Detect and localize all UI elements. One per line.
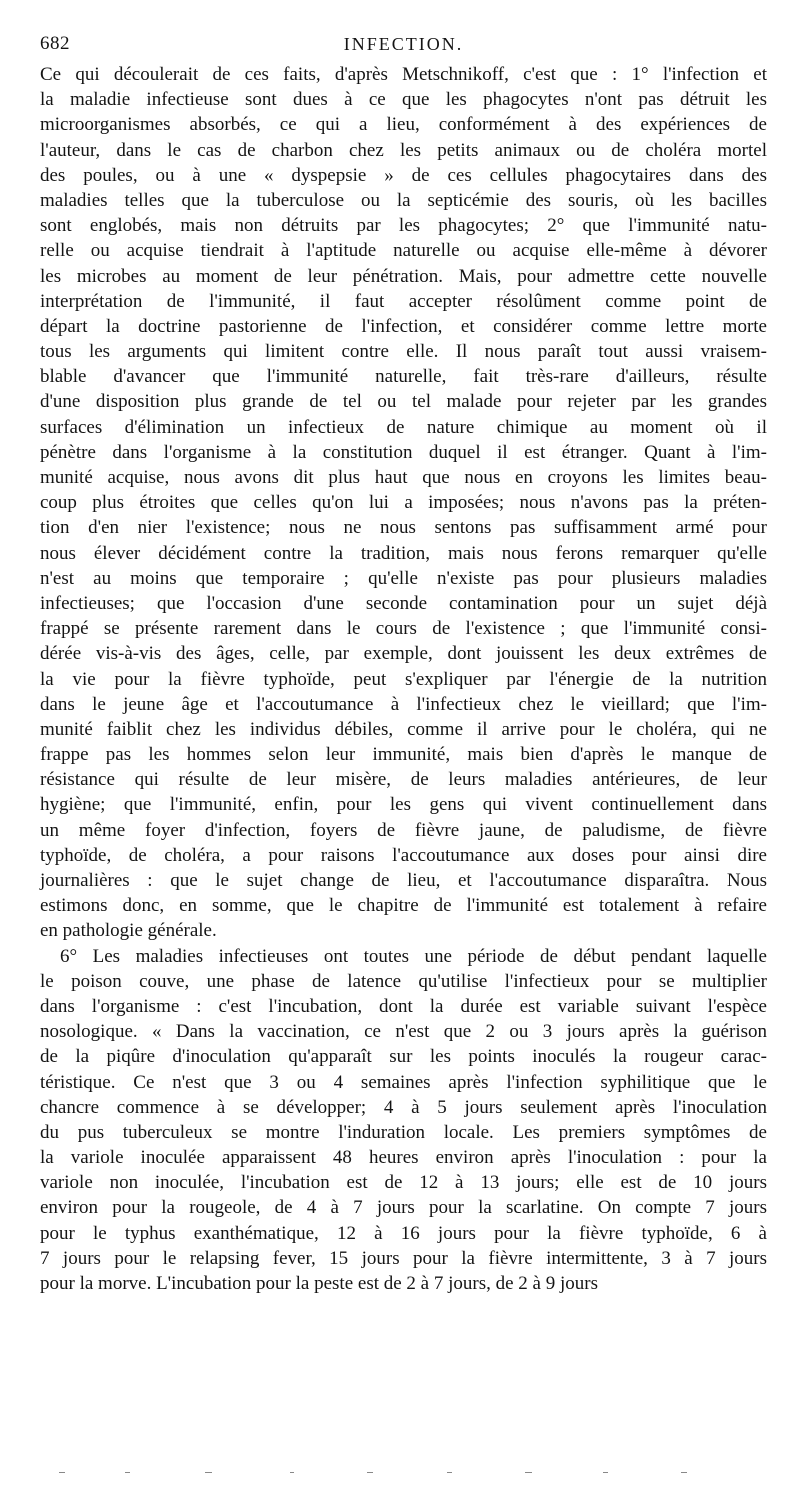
text-line: frappé se présente rarement dans le cours de l'existence ; que l'immunité consi- xyxy=(40,618,767,640)
text-line: départ la doctrine pastorienne de l'infection, et considérer comme lettre morte xyxy=(40,315,767,337)
text-line: tous les arguments qui limitent contre elle. Il nous paraît tout aussi vraisem- xyxy=(40,341,767,363)
text-line: surfaces d'élimination un infectieux de nature chimique au moment où il xyxy=(40,416,767,438)
text-line: les microbes au moment de leur pénétration. Mais, pour admettre cette nouvelle xyxy=(40,265,767,287)
text-line: résistance qui résulte de leur misère, de leurs maladies antérieures, de leur xyxy=(40,769,767,791)
scan-specks xyxy=(55,1468,755,1478)
text-line: l'auteur, dans le cas de charbon chez les petits animaux ou de choléra mortel xyxy=(40,139,767,161)
text-line: le poison couve, une phase de latence qu'utilise l'infectieux pour se multiplier xyxy=(40,970,767,992)
text-line: environ pour la rougeole, de 4 à 7 jours pour la scarlatine. On compte 7 jours xyxy=(40,1197,767,1219)
text-line: typhoïde, de choléra, a pour raisons l'accoutumance aux doses pour ainsi dire xyxy=(40,844,767,866)
text-line: téristique. Ce n'est que 3 ou 4 semaines après l'infection syphilitique que le xyxy=(40,1071,767,1093)
text-line: dérée vis-à-vis des âges, celle, par exemple, dont jouissent les deux extrêmes de xyxy=(40,643,767,665)
text-line: Ce qui découlerait de ces faits, d'après Metschnikoff, c'est que : 1° l'infection et xyxy=(40,64,767,85)
text-line: nosologique. « Dans la vaccination, ce n'est que 2 ou 3 jours après la guérison xyxy=(40,1021,767,1043)
text-line: la maladie infectieuse sont dues à ce que les phagocytes n'ont pas détruit les xyxy=(40,89,767,111)
text-line: d'une disposition plus grande de tel ou tel malade pour rejeter par les grandes xyxy=(40,391,767,413)
text-line: la vie pour la fièvre typhoïde, peut s'expliquer par l'énergie de la nutrition xyxy=(40,668,767,690)
text-line: dans l'organisme : c'est l'incubation, dont la durée est variable suivant l'espèce xyxy=(40,995,767,1017)
text-line: tion d'en nier l'existence; nous ne nous sentons pas suffisamment armé pour xyxy=(40,517,767,539)
paragraph xyxy=(40,944,767,1297)
text-line: frappe pas les hommes selon leur immunité, mais bien d'après le manque de xyxy=(40,744,767,766)
text-line: maladies telles que la tuberculose ou la septicémie des souris, où les bacilles xyxy=(40,189,767,211)
text-line: infectieuses; que l'occasion d'une seconde contamination pour un sujet déjà xyxy=(40,592,767,614)
page-number: 682 xyxy=(40,33,70,54)
text-line: interprétation de l'immunité, il faut accepter résolûment comme point de xyxy=(40,290,767,312)
text-line: en pathologie générale. xyxy=(40,920,217,942)
text-line: journalières : que le sujet change de lieu, et l'accoutumance disparaîtra. Nous xyxy=(40,870,767,891)
text-line: n'est au moins que temporaire ; qu'elle n'existe pas pour plusieurs maladies xyxy=(40,567,767,589)
text-line: blable d'avancer que l'immunité naturelle, fait très-rare d'ailleurs, résulte xyxy=(40,366,767,388)
text-line: variole non inoculée, l'incubation est de 12 à 13 jours; elle est de 10 jours xyxy=(40,1172,767,1194)
text-line: 7 jours pour le relapsing fever, 15 jours pour la fièvre intermittente, 3 à 7 jours xyxy=(40,1247,767,1269)
text-line: microorganismes absorbés, ce qui a lieu, conformément à des expériences de xyxy=(40,114,767,136)
paragraph xyxy=(40,62,767,944)
running-title: INFECTION. xyxy=(343,34,464,54)
body-text xyxy=(40,62,767,1296)
running-header xyxy=(40,30,767,58)
text-line: estimons donc, en somme, que le chapitre de l'immunité est totalement à refaire xyxy=(40,895,767,917)
text-line: pour le typhus exanthématique, 12 à 16 jours pour la fièvre typhoïde, 6 à xyxy=(40,1222,767,1244)
text-line: dans le jeune âge et l'accoutumance à l'infectieux chez le vieillard; que l'im- xyxy=(40,693,767,715)
text-line: chancre commence à se développer; 4 à 5 jours seulement après l'inoculation xyxy=(40,1096,767,1118)
text-line: hygiène; que l'immunité, enfin, pour les gens qui vivent continuellement dans xyxy=(40,794,767,816)
text-line: des poules, ou à une « dyspepsie » de ces cellules phagocytaires dans des xyxy=(40,164,767,186)
text-line: de la piqûre d'inoculation qu'apparaît sur les points inoculés la rougeur carac- xyxy=(40,1046,767,1068)
text-line: du pus tuberculeux se montre l'induration locale. Les premiers symptômes de xyxy=(40,1121,767,1143)
text-line: relle ou acquise tiendrait à l'aptitude naturelle ou acquise elle-même à dévorer xyxy=(40,240,767,262)
text-line: un même foyer d'infection, foyers de fièvre jaune, de paludisme, de fièvre xyxy=(40,819,767,841)
text-line: la variole inoculée apparaissent 48 heures environ après l'inoculation : pour la xyxy=(40,1147,767,1169)
text-line: pour la morve. L'incubation pour la peste est de 2 à 7 jours, de 2 à 9 jours xyxy=(40,1273,598,1294)
text-line: 6° Les maladies infectieuses ont toutes une période de début pendant laquelle xyxy=(60,945,767,967)
text-line: pénètre dans l'organisme à la constitution duquel il est étranger. Quant à l'im- xyxy=(40,441,767,463)
text-line: nous élever décidément contre la tradition, mais nous ferons remarquer qu'elle xyxy=(40,542,767,564)
text-line: sont englobés, mais non détruits par les phagocytes; 2° que l'immunité natu- xyxy=(40,215,767,237)
text-line: munité faiblit chez les individus débiles, comme il arrive pour le choléra, qui ne xyxy=(40,718,767,740)
text-line: coup plus étroites que celles qu'on lui a imposées; nous n'avons pas la préten- xyxy=(40,492,767,514)
text-line: munité acquise, nous avons dit plus haut que nous en croyons les limites beau- xyxy=(40,467,767,488)
